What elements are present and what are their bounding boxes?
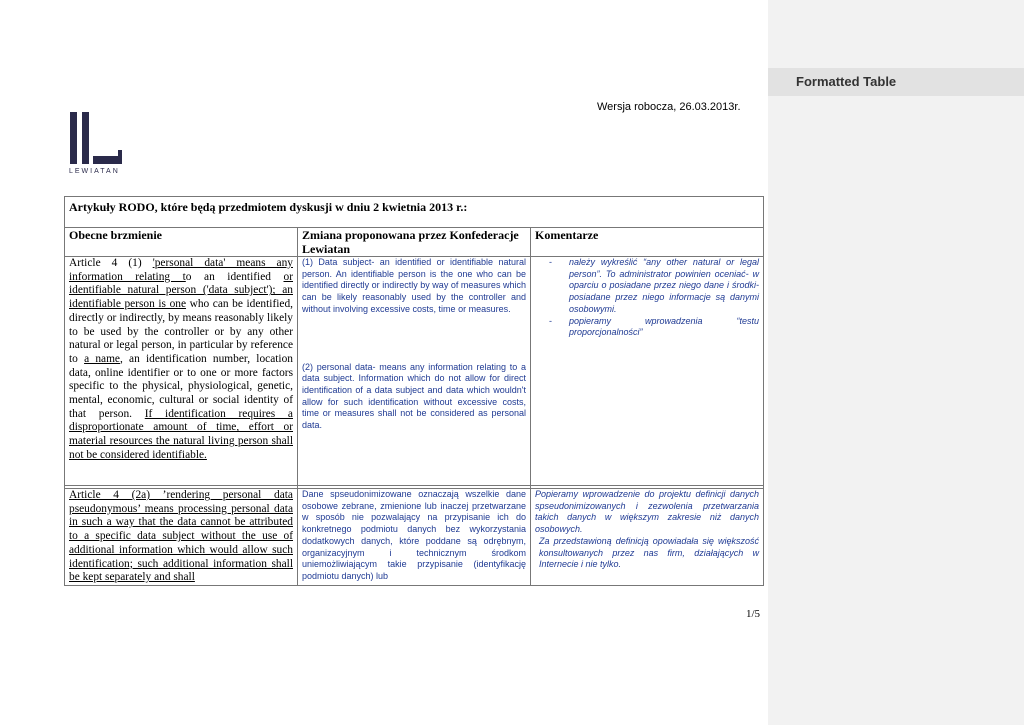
underlined-run: a name (84, 352, 120, 365)
comment-paragraph: Popieramy wprowadzenie do projektu definicji danych spseudonimizowanych i zezwolenia przetwarzania takich danych w większym zakresie niż danych osobowych. (535, 489, 760, 535)
text-run: who can be identified, directly or indirectly, by means reasonably likely to be used by the controller or by any other natural or legal person, in particular by reference to (69, 298, 293, 365)
text-run: , an identification number, location data, online identifier or to one or more factors specific to the physical, physiological, genetic, mental, economic, cultural or social identity of that person. (69, 352, 293, 420)
comment-paragraph: Za przedstawioną definicją opowiadała się większość konsultowanych przez nas firm, działających w Internecie i nie tylko. (539, 535, 760, 570)
list-item: - należy wykreślić “any other natural or legal person”. To administrator powinien oceniać- w oparciu o posiadane przez niego dane i środki- posiadane przez niego informacje są danymi osobowymi. (535, 257, 759, 316)
underlined-run: If identification requires a disproportionate amount of time, effort or material resources the natural living person shall not be considered identifiable. (69, 407, 293, 461)
underlined-run: or identifiable natural person ('data subject'); an identifiable person is one (69, 270, 293, 311)
proposed-text-cell: Dane spseudonimizowane oznaczają wszelkie dane osobowe zebrane, zmienione lub inaczej przetwarzane w sposób nie pozwalający na przypisanie ich do konkretnego podmiotu danych bez wykorzystania dodatkowych danych, które poddane są odrębnym, organizacyjnym i technicznym środkom uniemożliwiającym takie przypisanie (identyfikację podmiotu danych) lub (298, 489, 531, 586)
text-run: o an identified (185, 270, 284, 283)
version-label: Wersja robocza, 26.03.2013r. (597, 101, 741, 113)
current-text-cell: Article 4 (2a) ’rendering personal data pseudonymous’ means processing personal data in such a way that the data cannot be attributed to a specific data subject without the use of additional information which would allow such identification; such additional information shall be kept separately and shall (65, 489, 298, 586)
logo-text: LEWIATAN (69, 168, 120, 175)
header-comments: Komentarze (531, 228, 764, 257)
header-proposed: Zmiana proponowana przez Konfederacje Lewiatan (298, 228, 531, 257)
page-number: 1/5 (746, 608, 761, 620)
comments-cell (531, 489, 764, 586)
proposed-definition-1: (1) Data subject- an identified or identifiable natural person. An identifiable person is the one who can be identified directly or indirectly by way of measures which can be likely reasonably used by the controller and without involving excessive costs, time or measures. (302, 257, 526, 314)
rodo-articles-table (64, 196, 764, 586)
underlined-run: 'personal data' means any information relating t (69, 257, 293, 283)
comment-side-pane (768, 0, 1024, 725)
formatted-table-note[interactable]: Formatted Table (768, 68, 1024, 96)
header-current: Obecne brzmienie (65, 228, 298, 257)
list-item: - popieramy wprowadzenia “testu proporcjonalności” (535, 316, 759, 339)
proposed-text-cell (298, 257, 531, 486)
table-title: Artykuły RODO, które będą przedmiotem dyskusji w dniu 2 kwietnia 2013 r.: (65, 197, 764, 228)
table-row (65, 489, 764, 586)
comments-cell (531, 257, 764, 486)
table-row (65, 257, 764, 486)
proposed-definition-2: (2) personal data- means any information relating to a data subject. Information which do not allow for direct identification of a data subject and data which wouldn't allow for such identification without excessive costs, time or measures shall not be considered as personal data. (302, 361, 526, 431)
comments-list (535, 257, 759, 339)
text-run: Article 4 (1) (69, 257, 153, 269)
current-text-cell (65, 257, 298, 486)
